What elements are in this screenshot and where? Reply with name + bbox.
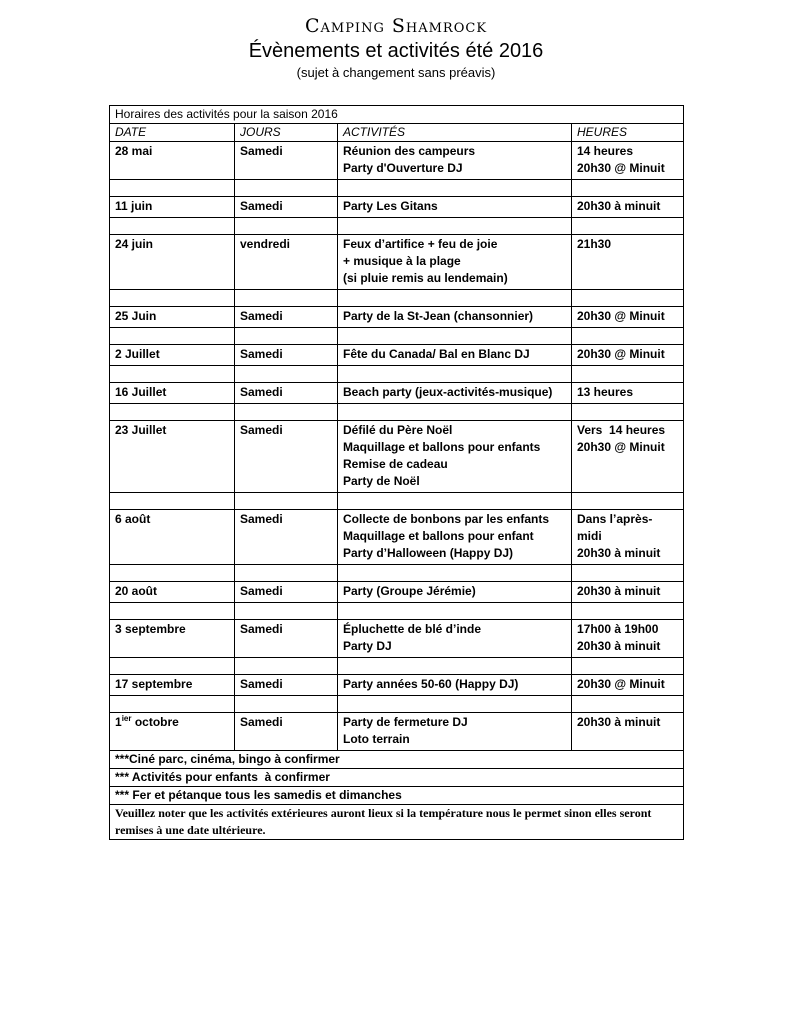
activity-line: Réunion des campeurs	[343, 144, 476, 158]
event-day: Samedi	[235, 675, 338, 696]
event-activities	[338, 345, 572, 366]
hours-line: 20h30 à minuit	[577, 546, 661, 560]
activity-line: Feux d’artifice + feu de joie	[343, 237, 498, 251]
event-date: 20 août	[110, 582, 235, 603]
activity-line: Défilé du Père Noël	[343, 423, 453, 437]
activity-line: Party DJ	[343, 639, 392, 653]
spacer-row	[110, 603, 684, 620]
event-activities	[338, 582, 572, 603]
activity-line: + musique à la plage	[343, 254, 461, 268]
event-activities	[338, 421, 572, 493]
event-date: 24 juin	[110, 235, 235, 290]
event-day: Samedi	[235, 510, 338, 565]
event-date: 3 septembre	[110, 620, 235, 658]
spacer-row	[110, 180, 684, 197]
event-day: Samedi	[235, 307, 338, 328]
activity-line: Beach party (jeux-activités-musique)	[343, 385, 553, 399]
activity-line: Maquillage et ballons pour enfant	[343, 529, 534, 543]
event-day: Samedi	[235, 620, 338, 658]
spacer-row	[110, 290, 684, 307]
activity-line: Party de fermeture DJ	[343, 715, 468, 729]
event-activities	[338, 142, 572, 180]
column-header-date: DATE	[110, 124, 235, 142]
table-row	[110, 307, 684, 328]
hours-line: 20h30 @ Minuit	[577, 161, 665, 175]
column-header-row	[110, 124, 684, 142]
table-row	[110, 345, 684, 366]
hours-line: 20h30 à minuit	[577, 199, 661, 213]
activity-line: Party années 50-60 (Happy DJ)	[343, 677, 519, 691]
event-activities	[338, 235, 572, 290]
event-hours	[572, 421, 684, 493]
table-row	[110, 421, 684, 493]
activity-line: Party de la St-Jean (chansonnier)	[343, 309, 534, 323]
event-hours	[572, 383, 684, 404]
table-row	[110, 582, 684, 603]
hours-line: 20h30 à minuit	[577, 715, 661, 729]
event-day: Samedi	[235, 421, 338, 493]
event-hours	[572, 713, 684, 751]
event-activities	[338, 713, 572, 751]
event-date	[110, 713, 235, 751]
event-day: Samedi	[235, 582, 338, 603]
hours-line: 20h30 à minuit	[577, 639, 661, 653]
event-hours	[572, 582, 684, 603]
activity-line: Loto terrain	[343, 732, 410, 746]
event-date: 28 mai	[110, 142, 235, 180]
activity-line: Party de Noël	[343, 474, 420, 488]
event-date: 6 août	[110, 510, 235, 565]
activity-line: Party d’Halloween (Happy DJ)	[343, 546, 514, 560]
table-row	[110, 142, 684, 180]
date-day-number: 1	[115, 715, 122, 729]
event-hours	[572, 510, 684, 565]
table-row	[110, 620, 684, 658]
event-activities	[338, 510, 572, 565]
event-hours	[572, 345, 684, 366]
table-row	[110, 235, 684, 290]
table-row	[110, 713, 684, 751]
event-hours	[572, 620, 684, 658]
event-hours	[572, 197, 684, 218]
table-row	[110, 383, 684, 404]
column-header-activities: ACTIVITÉS	[338, 124, 572, 142]
hours-line: 21h30	[577, 237, 612, 251]
event-date: 23 Juillet	[110, 421, 235, 493]
hours-line: 20h30 @ Minuit	[577, 309, 665, 323]
spacer-row	[110, 404, 684, 421]
event-day: Samedi	[235, 713, 338, 751]
activity-line: (si pluie remis au lendemain)	[343, 271, 508, 285]
event-date: 11 juin	[110, 197, 235, 218]
hours-line: 20h30 @ Minuit	[577, 347, 665, 361]
hours-line: midi	[577, 529, 602, 543]
event-activities	[338, 675, 572, 696]
event-date: 16 Juillet	[110, 383, 235, 404]
column-header-hours: HEURES	[572, 124, 684, 142]
table-caption: Horaires des activités pour la saison 2016	[110, 106, 684, 124]
footer-line-cine-parc: ***Ciné parc, cinéma, bingo à confirmer	[110, 751, 684, 769]
spacer-row	[110, 565, 684, 582]
activity-line: Collecte de bonbons par les enfants	[343, 512, 550, 526]
event-date: 17 septembre	[110, 675, 235, 696]
table-caption-row	[110, 106, 684, 124]
table-row	[110, 675, 684, 696]
spacer-row	[110, 696, 684, 713]
activity-line: Fête du Canada/ Bal en Blanc DJ	[343, 347, 530, 361]
footer-row	[110, 769, 684, 787]
spacer-row	[110, 328, 684, 345]
footer-row	[110, 787, 684, 805]
schedule-table	[109, 105, 684, 840]
activity-line: Party d'Ouverture DJ	[343, 161, 463, 175]
hours-line: 20h30 à minuit	[577, 584, 661, 598]
hours-line: 17h00 à 19h00	[577, 622, 659, 636]
hours-line: Vers 14 heures	[577, 423, 666, 437]
footer-line-activites-enfants: *** Activités pour enfants à confirmer	[110, 769, 684, 787]
date-ordinal-suffix: ier	[121, 714, 132, 723]
event-day: Samedi	[235, 345, 338, 366]
event-date: 25 Juin	[110, 307, 235, 328]
table-row	[110, 197, 684, 218]
event-activities	[338, 383, 572, 404]
event-hours	[572, 307, 684, 328]
event-day: vendredi	[235, 235, 338, 290]
column-header-day: JOURS	[235, 124, 338, 142]
event-activities	[338, 620, 572, 658]
weather-notice: Veuillez noter que les activités extérieures auront lieux si la température nous le permet sinon elles seront remises à une date ultérieure.	[110, 805, 684, 840]
spacer-row	[110, 366, 684, 383]
event-hours	[572, 142, 684, 180]
change-notice: (sujet à changement sans préavis)	[296, 65, 496, 80]
date-month: octobre	[131, 715, 179, 729]
event-date: 2 Juillet	[110, 345, 235, 366]
hours-line: Dans l’après-	[577, 512, 653, 526]
activity-line: Party (Groupe Jérémie)	[343, 584, 476, 598]
event-day: Samedi	[235, 383, 338, 404]
footer-row	[110, 805, 684, 840]
document-subtitle: Évènements et activités été 2016	[248, 40, 544, 62]
document-header	[0, 14, 792, 82]
footer-row	[110, 751, 684, 769]
activity-line: Épluchette de blé d’inde	[343, 622, 482, 636]
hours-line: 20h30 @ Minuit	[577, 677, 665, 691]
table-row	[110, 510, 684, 565]
activity-line: Maquillage et ballons pour enfants	[343, 440, 541, 454]
activity-line: Party Les Gitans	[343, 199, 438, 213]
hours-line: 20h30 @ Minuit	[577, 440, 665, 454]
event-activities	[338, 197, 572, 218]
spacer-row	[110, 493, 684, 510]
event-activities	[338, 307, 572, 328]
spacer-row	[110, 218, 684, 235]
document-title: Camping Shamrock	[304, 15, 488, 37]
event-hours	[572, 675, 684, 696]
event-hours	[572, 235, 684, 290]
event-day: Samedi	[235, 197, 338, 218]
hours-line: 13 heures	[577, 385, 634, 399]
spacer-row	[110, 658, 684, 675]
activity-line: Remise de cadeau	[343, 457, 448, 471]
event-day: Samedi	[235, 142, 338, 180]
footer-line-fer-petanque: *** Fer et pétanque tous les samedis et dimanches	[110, 787, 684, 805]
hours-line: 14 heures	[577, 144, 634, 158]
